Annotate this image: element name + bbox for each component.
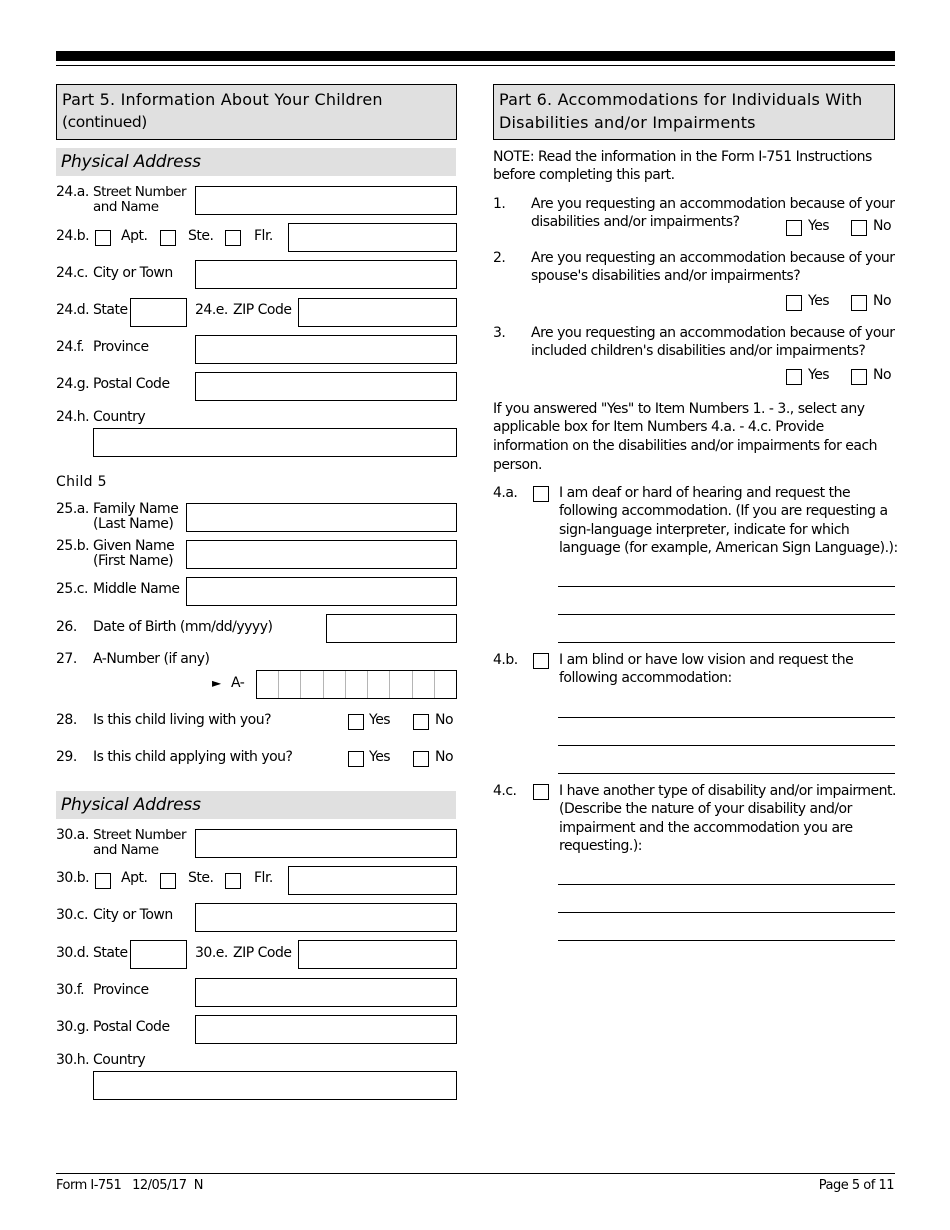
item-24h-number: 24.h. [56,409,90,425]
city-town-input-30c[interactable] [195,903,457,932]
q4c-answer-line-3[interactable] [558,940,895,941]
part5-header [56,84,457,140]
item-25a-number: 25.a. [56,501,89,517]
q2-yes-checkbox[interactable] [786,295,802,311]
q4a-text-line-2: following accommodation. (If you are requesting a [559,503,888,519]
instructions-line-1: If you answered "Yes" to Item Numbers 1. - 3., select any [493,401,865,417]
header-thick-rule [56,51,895,61]
q4a-text-line-4: language (for example, American Sign Language).): [559,540,898,556]
a-number-digit[interactable] [301,671,323,698]
item-30g-label: Postal Code [93,1019,170,1035]
item-30c-label: City or Town [93,907,173,923]
q1-no-checkbox[interactable] [851,220,867,236]
item-30a-number: 30.a. [56,827,89,843]
part6-note-line-2: before completing this part. [493,167,675,183]
province-input-24f[interactable] [195,335,457,364]
q4a-text-line-3: sign-language interpreter, indicate for which [559,522,850,538]
apt-checkbox-30b[interactable] [95,873,111,889]
q4a-number: 4.a. [493,485,518,501]
item-24g-label: Postal Code [93,376,170,392]
q3-no-label: No [873,367,892,383]
item-25c-number: 25.c. [56,581,88,597]
applying-with-you-yes-checkbox[interactable] [348,751,364,767]
instructions-line-2: applicable box for Item Numbers 4.a. - 4.c. Provide [493,419,824,435]
item-24e-label: ZIP Code [233,302,292,318]
q4c-other-checkbox[interactable] [533,784,549,800]
item-24a-number: 24.a. [56,184,89,200]
item-25b-label-1: Given Name [93,538,175,554]
item-25b-label-2: (First Name) [93,553,174,569]
item-26-number: 26. [56,619,77,635]
part5-title-sub: (continued) [62,113,147,131]
unit-number-input-24b[interactable] [288,223,457,252]
state-select-24d[interactable] [130,298,187,327]
item-30a-label-2: and Name [93,842,159,858]
q2-text-line-2: spouse's disabilities and/or impairments? [531,268,801,284]
footer-form-id: Form I-751 12/05/17 N [56,1178,203,1193]
q2-no-checkbox[interactable] [851,295,867,311]
arrow-right-icon: ► [212,676,221,690]
q1-yes-label: Yes [808,218,830,234]
a-number-digit[interactable] [413,671,435,698]
part6-note-line-1: NOTE: Read the information in the Form I-751 Instructions [493,149,872,165]
part6-header [493,84,895,140]
item-30h-number: 30.h. [56,1052,90,1068]
a-number-digit[interactable] [435,671,456,698]
item-24h-label: Country [93,409,146,425]
a-number-prefix: A- [231,675,245,691]
q4b-blind-checkbox[interactable] [533,653,549,669]
q4c-answer-line-2[interactable] [558,912,895,913]
q2-text-line-1: Are you requesting an accommodation because of your [531,250,895,266]
apt-label-30b: Apt. [121,870,148,886]
q1-text-line-1: Are you requesting an accommodation because of your [531,196,895,212]
item-24g-number: 24.g. [56,376,90,392]
q4a-answer-line-1[interactable] [558,586,895,587]
ste-checkbox-30b[interactable] [160,873,176,889]
q4c-text-line-3: impairment and the accommodation you are [559,820,853,836]
q2-number: 2. [493,250,506,266]
q3-no-checkbox[interactable] [851,369,867,385]
part6-title-line-2: Disabilities and/or Impairments [499,113,756,132]
item-25b-number: 25.b. [56,538,90,554]
item-24c-label: City or Town [93,265,173,281]
item-28-label: Is this child living with you? [93,712,272,728]
street-number-name-input-24a[interactable] [195,186,457,215]
item-30f-number: 30.f. [56,982,85,998]
footer-page-number: Page 5 of 11 [818,1178,894,1193]
q4c-text-line-2: (Describe the nature of your disability and/or [559,801,852,817]
item-30b-number: 30.b. [56,870,90,886]
applying-with-you-yes-label: Yes [369,749,391,765]
city-town-input-24c[interactable] [195,260,457,289]
state-select-30d[interactable] [130,940,187,969]
item-24a-label-1: Street Number [93,184,187,200]
flr-checkbox-24b[interactable] [225,230,241,246]
q3-yes-checkbox[interactable] [786,369,802,385]
q4c-answer-line-1[interactable] [558,884,895,885]
item-30c-number: 30.c. [56,907,88,923]
physical-address-heading-2: Physical Address [56,791,456,819]
living-with-you-yes-checkbox[interactable] [348,714,364,730]
zip-code-input-30e[interactable] [298,940,457,969]
item-27-number: 27. [56,651,77,667]
child-5-heading: Child 5 [56,474,107,490]
country-input-24h[interactable] [93,428,457,457]
item-24f-number: 24.f. [56,339,85,355]
part6-title-line-1: Part 6. Accommodations for Individuals With [499,90,863,109]
apt-checkbox-24b[interactable] [95,230,111,246]
q4b-answer-line-2[interactable] [558,745,895,746]
q4a-answer-line-2[interactable] [558,614,895,615]
a-number-digit[interactable] [390,671,412,698]
family-name-input-25a[interactable] [186,503,457,532]
middle-name-input-25c[interactable] [186,577,457,606]
item-24e-number: 24.e. [195,302,228,318]
a-number-digit[interactable] [257,671,279,698]
q4c-text-line-1: I have another type of disability and/or impairment. [559,783,896,799]
flr-label-30b: Flr. [254,870,273,886]
item-24a-label-2: and Name [93,199,159,215]
postal-code-input-30g[interactable] [195,1015,457,1044]
ste-checkbox-24b[interactable] [160,230,176,246]
a-number-digit[interactable] [324,671,346,698]
apt-label: Apt. [121,228,148,244]
q4a-answer-line-3[interactable] [558,642,895,643]
item-30g-number: 30.g. [56,1019,90,1035]
a-number-digit[interactable] [279,671,301,698]
unit-number-input-30b[interactable] [288,866,457,895]
ste-label: Ste. [188,228,214,244]
item-27-label: A-Number (if any) [93,651,210,667]
item-30d-number: 30.d. [56,945,90,961]
province-input-30f[interactable] [195,978,457,1007]
q4b-text-line-2: following accommodation: [559,670,732,686]
q4c-number: 4.c. [493,783,517,799]
q3-yes-label: Yes [808,367,830,383]
q3-text-line-2: included children's disabilities and/or impairments? [531,343,866,359]
living-with-you-no-label: No [435,712,454,728]
q1-yes-checkbox[interactable] [786,220,802,236]
country-input-30h[interactable] [93,1071,457,1100]
given-name-input-25b[interactable] [186,540,457,569]
q3-text-line-1: Are you requesting an accommodation because of your [531,325,895,341]
q3-number: 3. [493,325,506,341]
ste-label-30b: Ste. [188,870,214,886]
q4c-text-line-4: requesting.): [559,838,642,854]
instructions-line-3: information on the disabilities and/or impairments for each [493,438,878,454]
q4a-deaf-checkbox[interactable] [533,486,549,502]
item-24d-number: 24.d. [56,302,90,318]
item-24c-number: 24.c. [56,265,88,281]
item-30f-label: Province [93,982,149,998]
physical-address-heading-1: Physical Address [56,148,456,176]
q1-number: 1. [493,196,506,212]
item-30d-label: State [93,945,128,961]
item-25a-label-1: Family Name [93,501,179,517]
item-30h-label: Country [93,1052,146,1068]
a-number-digit[interactable] [346,671,368,698]
q4b-number: 4.b. [493,652,518,668]
item-30a-label-1: Street Number [93,827,187,843]
item-24b-number: 24.b. [56,228,90,244]
item-28-number: 28. [56,712,77,728]
item-26-label: Date of Birth (mm/dd/yyyy) [93,619,273,635]
item-29-label: Is this child applying with you? [93,749,293,765]
living-with-you-yes-label: Yes [369,712,391,728]
q4b-answer-line-3[interactable] [558,773,895,774]
q4a-text-line-1: I am deaf or hard of hearing and request the [559,485,851,501]
header-thin-rule [56,65,895,66]
living-with-you-no-checkbox[interactable] [413,714,429,730]
item-24f-label: Province [93,339,149,355]
item-25c-label: Middle Name [93,581,180,597]
zip-code-input-24e[interactable] [298,298,457,327]
postal-code-input-24g[interactable] [195,372,457,401]
date-of-birth-input-26[interactable] [326,614,457,643]
instructions-line-4: person. [493,457,542,473]
footer-rule [56,1173,895,1174]
street-number-name-input-30a[interactable] [195,829,457,858]
q1-text-line-2: disabilities and/or impairments? [531,214,740,230]
item-25a-label-2: (Last Name) [93,516,174,532]
item-29-number: 29. [56,749,77,765]
item-24d-label: State [93,302,128,318]
item-30e-label: ZIP Code [233,945,292,961]
applying-with-you-no-label: No [435,749,454,765]
q4b-text-line-1: I am blind or have low vision and request the [559,652,854,668]
flr-checkbox-30b[interactable] [225,873,241,889]
q2-no-label: No [873,293,892,309]
a-number-digit[interactable] [368,671,390,698]
flr-label: Flr. [254,228,273,244]
q2-yes-label: Yes [808,293,830,309]
q1-no-label: No [873,218,892,234]
item-30e-number: 30.e. [195,945,228,961]
a-number-input-27[interactable] [256,670,457,699]
part5-title: Part 5. Information About Your Children [62,90,383,109]
q4b-answer-line-1[interactable] [558,717,895,718]
applying-with-you-no-checkbox[interactable] [413,751,429,767]
